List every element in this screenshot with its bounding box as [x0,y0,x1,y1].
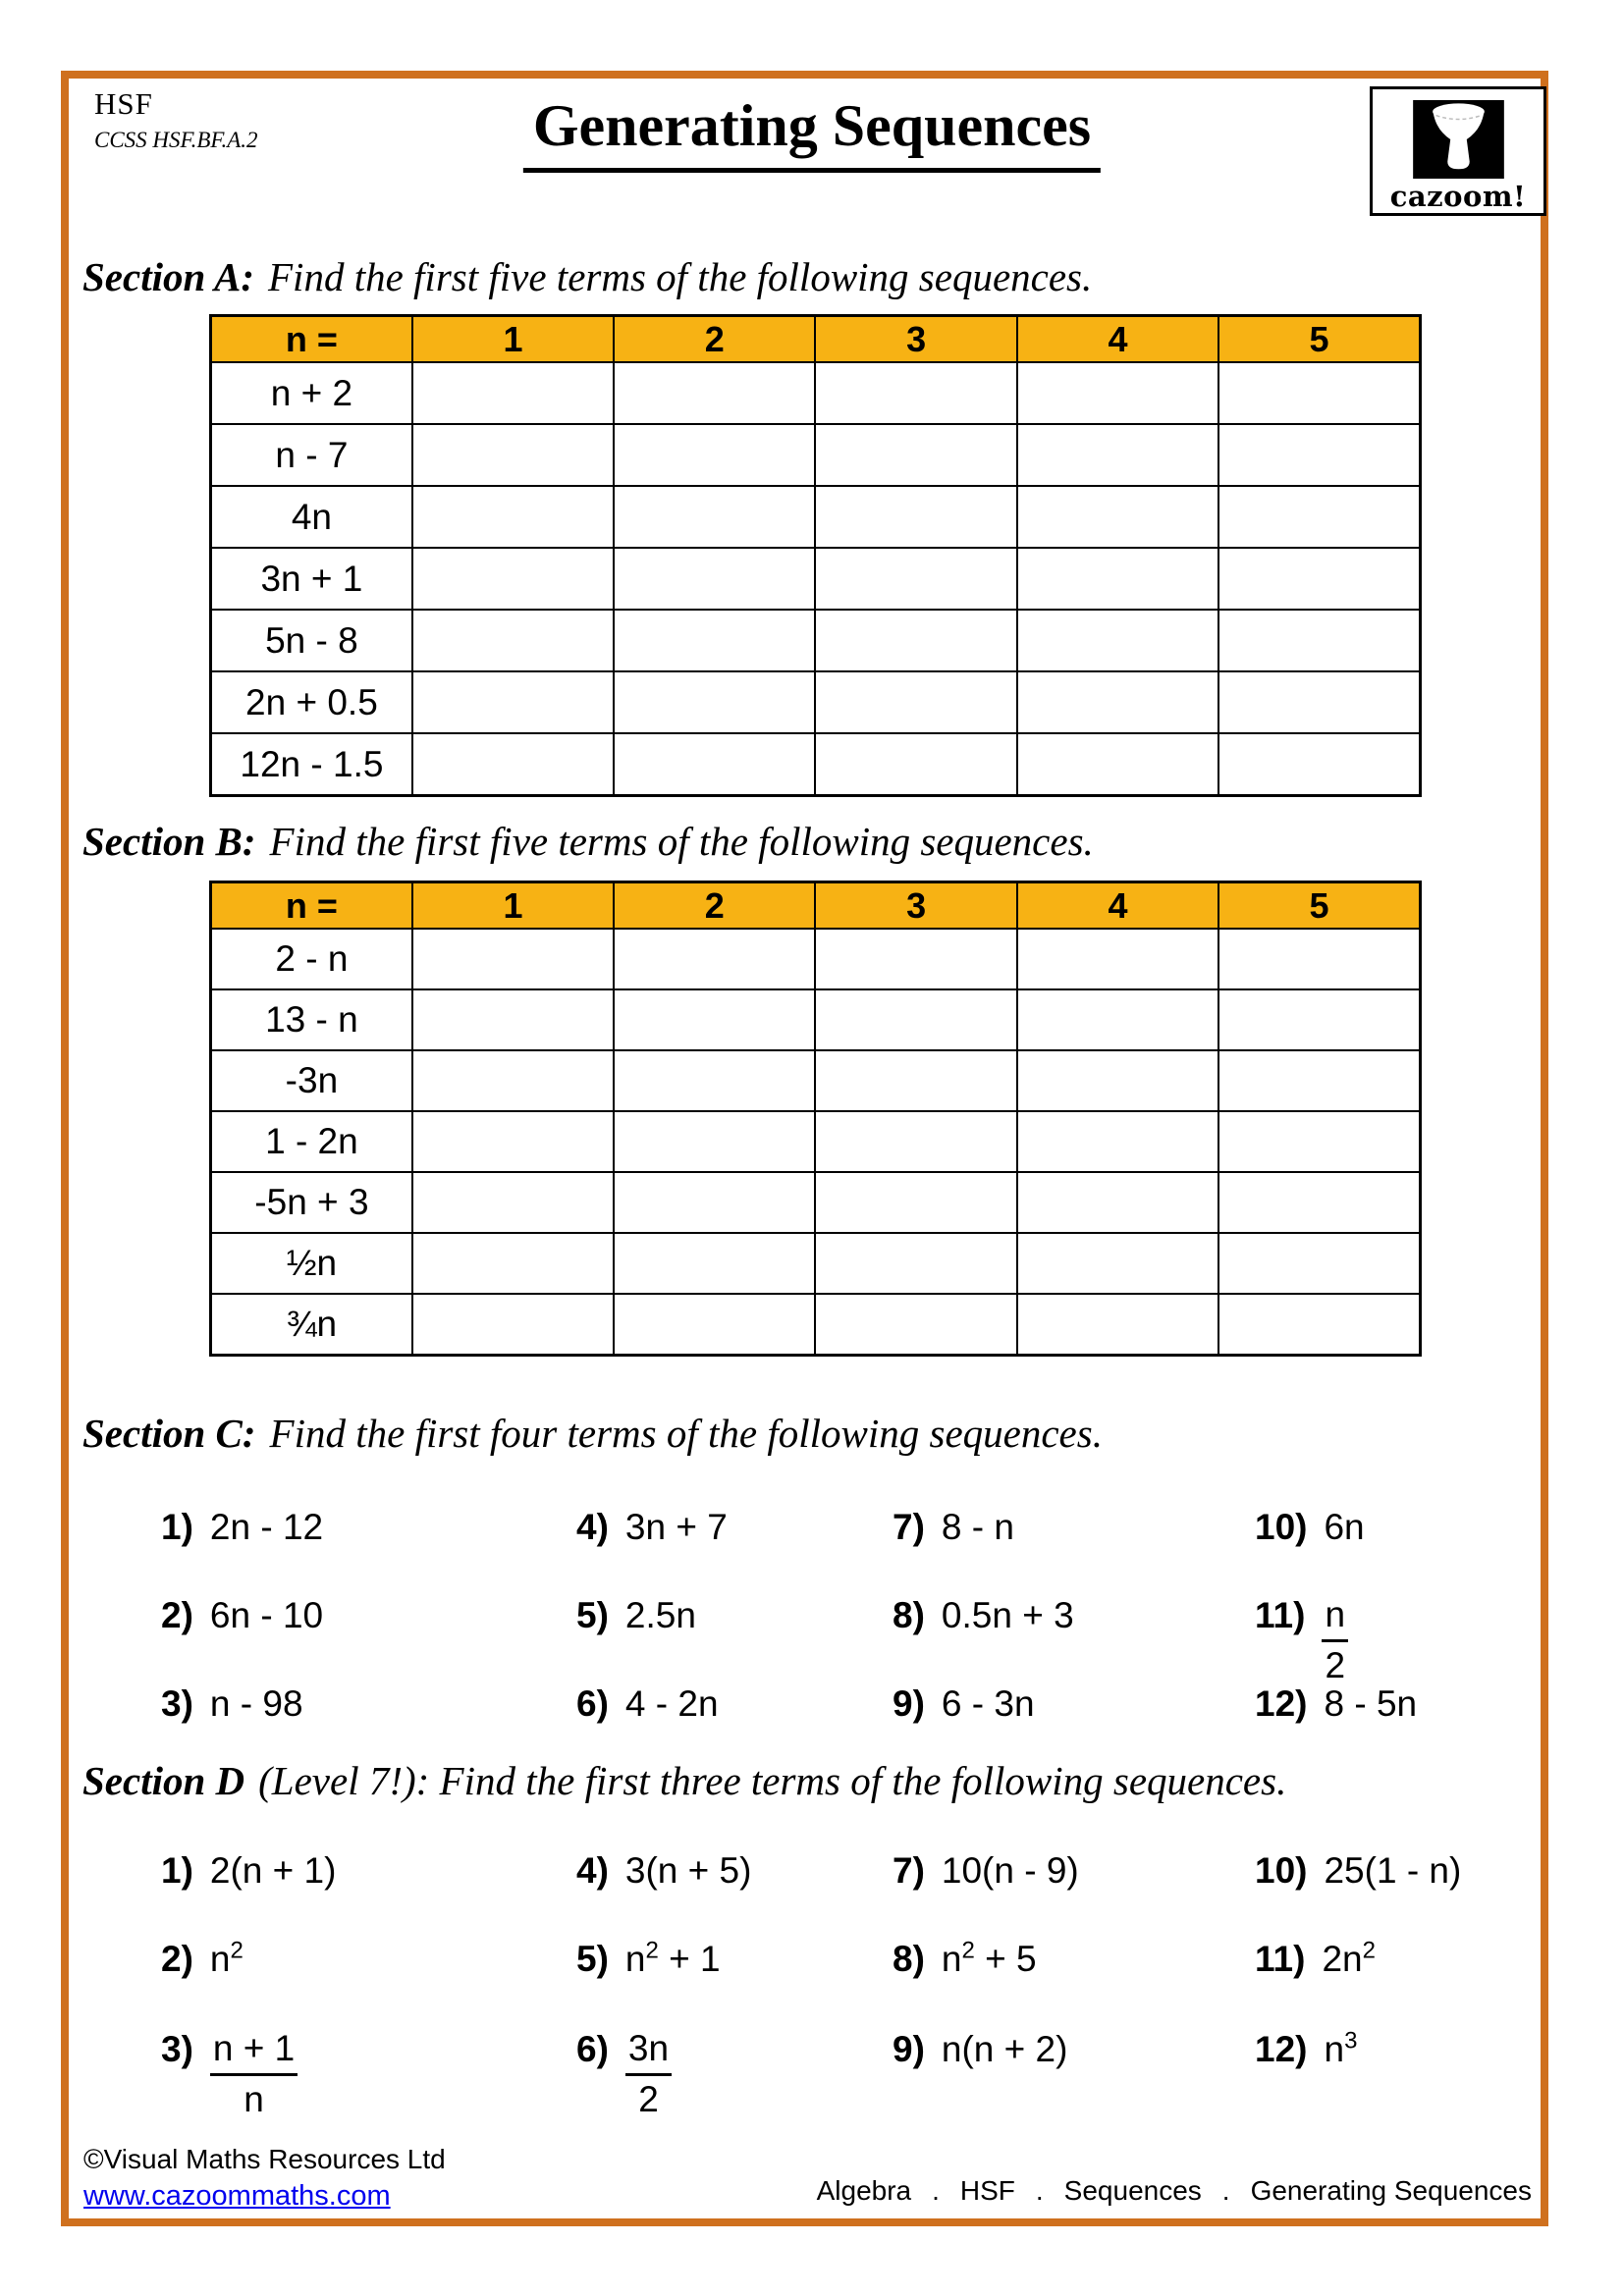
problem-item [576,1683,719,1725]
problem-expression: 0.5n + 3 [941,1595,1074,1635]
column-header-cell: 3 [815,316,1016,363]
sequence-rule-cell: 13 - n [211,989,412,1050]
sequence-rule-cell: -5n + 3 [211,1172,412,1233]
column-header-cell: 4 [1017,316,1218,363]
section-a-table [209,314,1422,797]
problem-number: 10) [1255,1850,1308,1891]
section-d-heading [82,1757,1286,1804]
answer-cell [614,989,815,1050]
answer-cell [1017,1172,1218,1233]
problem-number: 10) [1255,1507,1308,1547]
table-row [211,1233,1421,1294]
answer-cell [614,1050,815,1111]
fraction-denominator: 2 [638,2078,659,2119]
problem-item [893,1939,1037,1980]
answer-cell [412,1172,614,1233]
problem-expression [210,2029,298,2119]
worksheet-code: HSF [94,86,153,121]
answer-cell [614,362,815,424]
problem-number: 3) [161,2029,193,2069]
section-d-label: Section D [82,1758,245,1803]
page-title: Generating Sequences [523,92,1101,173]
answer-cell [412,733,614,796]
sequence-rule-cell: 5n - 8 [211,610,412,671]
answer-cell [1218,1294,1420,1356]
table-row [211,1111,1421,1172]
problem-number: 11) [1255,1595,1306,1635]
answer-cell [412,548,614,610]
answer-cell [412,1294,614,1356]
section-a-instruction: Find the first five terms of the following sequences. [268,254,1093,299]
answer-cell [614,929,815,989]
breadcrumb-separator: . [1221,2175,1230,2206]
problem-number: 12) [1255,1683,1308,1724]
problem-expression: 6n [1324,1507,1365,1547]
answer-cell [1218,1172,1420,1233]
answer-cell [614,424,815,486]
problem-expression: 8 - 5n [1324,1683,1418,1724]
answer-cell [815,1050,1016,1111]
answer-cell [815,989,1016,1050]
answer-cell [412,486,614,548]
problem-number: 2) [161,1595,193,1635]
answer-cell [1017,424,1218,486]
problem-expression: 2(n + 1) [209,1850,337,1891]
section-a-heading [82,253,1092,300]
column-header-cell: 1 [412,316,614,363]
problem-expression: 25(1 - n) [1324,1850,1462,1891]
answer-cell [815,610,1016,671]
answer-cell [1218,424,1420,486]
answer-cell [1017,1294,1218,1356]
column-header-cell: 5 [1218,316,1420,363]
table-row [211,671,1421,733]
copyright-text: ©Visual Maths Resources Ltd [83,2144,446,2174]
problem-item [161,1939,244,1980]
problem-item [161,1595,323,1636]
problem-item [576,1507,728,1548]
column-header-cell: 1 [412,882,614,930]
answer-cell [412,362,614,424]
answer-cell [412,989,614,1050]
breadcrumb-item: Sequences [1063,2175,1202,2206]
sequence-rule-cell: -3n [211,1050,412,1111]
cazoom-logo-text: cazoom! [1389,180,1527,213]
table-row [211,1294,1421,1356]
fraction-numerator: n [1322,1595,1348,1642]
problem-expression: 3(n + 5) [624,1850,752,1891]
breadcrumb-item: Generating Sequences [1250,2175,1532,2206]
answer-cell [815,1172,1016,1233]
breadcrumb [817,2175,1532,2207]
problem-number: 11) [1255,1939,1306,1979]
problem-expression: $2n^2$ [1322,1937,1376,1979]
sequence-rule-cell: 1 - 2n [211,1111,412,1172]
answer-cell [815,1294,1016,1356]
fraction-denominator: 2 [1325,1644,1346,1685]
problem-expression [625,2029,672,2119]
sequence-rule-cell: 2 - n [211,929,412,989]
fraction-denominator: n [244,2078,264,2119]
answer-cell [815,486,1016,548]
problem-number: 5) [576,1939,609,1979]
problem-number: 4) [576,1850,609,1891]
sequence-rule-cell: 2n + 0.5 [211,671,412,733]
problem-expression: 2n - 12 [209,1507,324,1547]
answer-cell [614,1294,815,1356]
section-a-label: Section A: [82,254,255,299]
answer-cell [1017,610,1218,671]
breadcrumb-item: HSF [959,2175,1015,2206]
answer-cell [412,671,614,733]
section-d-instruction: (Level 7!): Find the first three terms of the following sequences. [258,1758,1287,1803]
exponent: 2 [961,1937,975,1964]
fraction [625,2029,672,2119]
problem-item [161,1683,303,1725]
table-header-row [211,316,1421,363]
problem-number: 8) [893,1939,925,1979]
sequence-rule-cell: n + 2 [211,362,412,424]
table-row [211,1050,1421,1111]
problem-number: 9) [893,2029,925,2069]
sequence-rule-cell: 12n - 1.5 [211,733,412,796]
answer-cell [614,671,815,733]
problem-expression: 10(n - 9) [941,1850,1079,1891]
table-header-row [211,882,1421,930]
problem-item [1255,2029,1357,2070]
problem-item [893,1850,1079,1892]
fraction-numerator: n + 1 [210,2029,298,2076]
problem-item [576,1850,751,1892]
section-c-instruction: Find the first four terms of the following sequences. [269,1411,1103,1456]
problem-number: 6) [576,1683,609,1724]
answer-cell [1017,1233,1218,1294]
ccss-standard-code: CCSS HSF.BF.A.2 [94,128,258,152]
problem-item [893,1595,1074,1636]
column-header-cell: n = [211,882,412,930]
fraction [210,2029,298,2119]
website-link[interactable]: www.cazoommaths.com [83,2180,391,2212]
answer-cell [815,362,1016,424]
problem-number: 7) [893,1850,925,1891]
problem-expression: 3n + 7 [624,1507,728,1547]
problem-item [1255,1850,1461,1892]
table-row [211,733,1421,796]
answer-cell [815,1233,1016,1294]
problem-item [893,2029,1067,2070]
problem-item [1255,1683,1417,1725]
problem-item [576,1939,721,1980]
problem-expression: n - 98 [209,1683,303,1724]
answer-cell [1017,486,1218,548]
problem-item [893,1507,1014,1548]
breadcrumb-separator: . [1035,2175,1044,2206]
sequence-rule-cell: 4n [211,486,412,548]
answer-cell [1218,1233,1420,1294]
problem-item [576,2029,672,2119]
answer-cell [614,548,815,610]
answer-cell [1218,548,1420,610]
exponent: 3 [1344,2027,1358,2055]
problem-item [576,1595,696,1636]
answer-cell [815,929,1016,989]
answer-cell [614,610,815,671]
sequence-rule-cell: 3n + 1 [211,548,412,610]
answer-cell [1218,1050,1420,1111]
problem-number: 4) [576,1507,609,1547]
answer-cell [815,1111,1016,1172]
answer-cell [1017,989,1218,1050]
column-header-cell: 3 [815,882,1016,930]
answer-cell [1218,610,1420,671]
problem-item [893,1683,1035,1725]
section-c-label: Section C: [82,1411,256,1456]
table-row [211,929,1421,989]
problem-number: 3) [161,1683,193,1724]
problem-number: 6) [576,2029,609,2069]
section-c-heading [82,1410,1103,1457]
answer-cell [1017,548,1218,610]
fraction [1322,1595,1348,1685]
answer-cell [1218,733,1420,796]
table-row [211,989,1421,1050]
answer-cell [815,671,1016,733]
problem-number: 8) [893,1595,925,1635]
sequence-rule-cell: ¾n [211,1294,412,1356]
problem-expression: n(n + 2) [941,2029,1068,2069]
answer-cell [1017,929,1218,989]
sequence-rule-cell: n - 7 [211,424,412,486]
problem-expression: $n^2 + 1$ [624,1937,721,1979]
answer-cell [1017,1111,1218,1172]
problem-number: 5) [576,1595,609,1635]
answer-cell [1218,486,1420,548]
answer-cell [1218,1111,1420,1172]
problem-expression: 6 - 3n [941,1683,1035,1724]
answer-cell [412,1233,614,1294]
problem-number: 7) [893,1507,925,1547]
answer-cell [412,929,614,989]
answer-cell [1218,929,1420,989]
exponent: 2 [645,1937,659,1964]
problem-number: 1) [161,1850,193,1891]
problem-item [161,1507,323,1548]
answer-cell [614,733,815,796]
problem-expression: $n^2$ [209,1937,244,1979]
problem-item [1255,1939,1376,1980]
problem-expression: 2.5n [624,1595,696,1635]
table-row [211,610,1421,671]
answer-cell [1218,989,1420,1050]
cazoom-logo [1370,86,1546,216]
answer-cell [1017,1050,1218,1111]
answer-cell [614,1172,815,1233]
column-header-cell: 2 [614,882,815,930]
problem-item [1255,1595,1348,1685]
problem-expression: 6n - 10 [209,1595,324,1635]
answer-cell [1017,671,1218,733]
answer-cell [614,486,815,548]
problem-item [161,2029,298,2119]
problem-item [1255,1507,1365,1548]
section-b-table [209,881,1422,1357]
table-row [211,424,1421,486]
column-header-cell: n = [211,316,412,363]
section-b-instruction: Find the first five terms of the following sequences. [269,819,1094,864]
answer-cell [614,1233,815,1294]
answer-cell [412,1111,614,1172]
problem-number: 2) [161,1939,193,1979]
problem-expression: $n^2 + 5$ [941,1937,1037,1979]
answer-cell [1218,362,1420,424]
table-row [211,1172,1421,1233]
answer-cell [412,1050,614,1111]
answer-cell [1218,671,1420,733]
column-header-cell: 5 [1218,882,1420,930]
answer-cell [815,548,1016,610]
cazoom-drum-icon [1412,100,1505,179]
column-header-cell: 4 [1017,882,1218,930]
problem-number: 1) [161,1507,193,1547]
problem-expression: 4 - 2n [624,1683,719,1724]
problem-expression: 8 - n [941,1507,1014,1547]
table-row [211,486,1421,548]
answer-cell [1017,362,1218,424]
answer-cell [1017,733,1218,796]
table-row [211,548,1421,610]
answer-cell [614,1111,815,1172]
exponent: 2 [230,1937,244,1964]
problem-number: 9) [893,1683,925,1724]
answer-cell [815,424,1016,486]
breadcrumb-item: Algebra [816,2175,912,2206]
answer-cell [412,610,614,671]
problem-item [161,1850,336,1892]
breadcrumb-separator: . [932,2175,940,2206]
answer-cell [815,733,1016,796]
table-row [211,362,1421,424]
section-b-heading [82,818,1094,865]
problem-number: 12) [1255,2029,1308,2069]
answer-cell [412,424,614,486]
sequence-rule-cell: ½n [211,1233,412,1294]
exponent: 2 [1362,1937,1376,1964]
section-b-label: Section B: [82,819,256,864]
problem-expression [1322,1595,1348,1685]
problem-expression: $n^3$ [1324,2027,1358,2069]
fraction-numerator: 3n [625,2029,672,2076]
column-header-cell: 2 [614,316,815,363]
